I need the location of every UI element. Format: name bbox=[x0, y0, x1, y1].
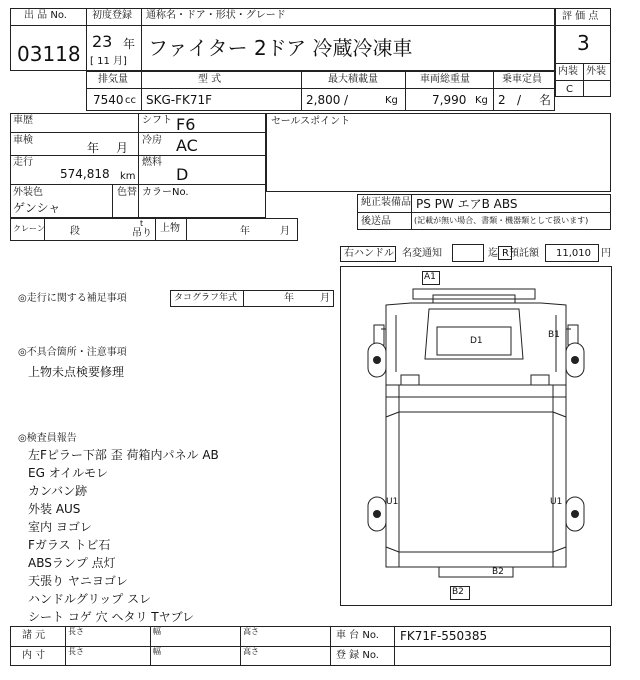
displacement-value: 7540 bbox=[93, 93, 124, 107]
equipment-label: 純正装備品 bbox=[361, 197, 411, 208]
tacho-label: タコグラフ年式 bbox=[174, 293, 238, 303]
length-label-2: 長さ bbox=[68, 647, 84, 656]
defects-label: ◎不具合箇所・注意事項 bbox=[18, 347, 127, 358]
max-load-kg: Kg bbox=[385, 95, 398, 106]
vehicle-title: ファイター 2ドア 冷蔵冷凍車 bbox=[148, 36, 413, 60]
ac-value: AC bbox=[176, 136, 198, 155]
inspector-line: 天張り ヤニヨゴレ bbox=[28, 574, 128, 588]
gross-weight-unit: Kg bbox=[475, 95, 488, 106]
width-label-2: 幅 bbox=[153, 647, 161, 656]
inspection-label: 車検 bbox=[13, 135, 33, 146]
crane-ton: t bbox=[140, 219, 144, 228]
reg-year-unit: 年 bbox=[123, 37, 136, 51]
name-change-label: 名変通知 bbox=[402, 248, 442, 259]
name-change-box bbox=[452, 244, 484, 262]
truck-outline-svg bbox=[341, 267, 613, 607]
shift-value: F6 bbox=[176, 115, 196, 134]
chassis-label: 車 台 No. bbox=[336, 630, 379, 641]
right-hand-label: 右ハンドル bbox=[344, 248, 394, 259]
exterior-grade: C bbox=[566, 84, 573, 95]
fuel-value: D bbox=[176, 165, 189, 184]
inspector-line: シート コゲ 穴 ヘタリ Tヤブレ bbox=[28, 610, 195, 624]
inspector-line: 左Fピラー下部 歪 荷箱内パネル AB bbox=[28, 448, 219, 462]
defects-value: 上物未点検要修理 bbox=[28, 365, 125, 379]
r-tax-unit: 円 bbox=[601, 248, 611, 259]
lot-label: 出 品 No. bbox=[24, 10, 67, 21]
height-label-2: 高さ bbox=[243, 647, 259, 656]
r-tax-value: 11,010 bbox=[556, 248, 591, 259]
body-year: 年 bbox=[240, 226, 250, 237]
body-month: 月 bbox=[280, 226, 290, 237]
length-label: 長さ bbox=[68, 627, 84, 636]
history-label: 車歴 bbox=[13, 115, 33, 126]
mark-b2-box-label: B2 bbox=[452, 587, 464, 597]
reg-no-label: 登 録 No. bbox=[336, 650, 379, 661]
r-tax-label: R預託額 bbox=[502, 248, 539, 259]
grade-value: 3 bbox=[577, 31, 590, 55]
grade-label: 評 価 点 bbox=[562, 11, 599, 22]
shift-label: シフト bbox=[142, 115, 172, 126]
lot-number: 03118 bbox=[17, 42, 81, 66]
mileage-value: 574,818 bbox=[60, 167, 110, 181]
capacity-label: 乗車定員 bbox=[502, 74, 542, 85]
sales-point-label: セールスポイント bbox=[271, 116, 351, 127]
inspector-line: EG オイルモレ bbox=[28, 466, 109, 480]
dims-label: 諸 元 bbox=[22, 630, 46, 641]
max-load-value: 2,800 bbox=[306, 93, 341, 107]
aftermarket-note: (記載が無い場合、書類・機器類として扱います) bbox=[414, 216, 589, 225]
displacement-label: 排気量 bbox=[98, 74, 128, 85]
inspector-line: Fガラス トビ石 bbox=[28, 538, 111, 552]
exterior-label: 外装 bbox=[586, 66, 606, 77]
crane-label: クレーン bbox=[13, 224, 45, 233]
inner-label: 内 寸 bbox=[22, 650, 46, 661]
gross-weight-label: 車両総重量 bbox=[420, 74, 470, 85]
reg-month: [ 11 月] bbox=[90, 56, 127, 67]
equipment-value: PS PW エアB ABS bbox=[416, 197, 518, 211]
height-label: 高さ bbox=[243, 627, 259, 636]
model-header-label: 通称名・ドア・形状・グレード bbox=[146, 10, 286, 21]
mark-u1-right: U1 bbox=[550, 497, 563, 507]
capacity-value: 2 bbox=[498, 93, 506, 107]
driving-notes-label: ◎走行に関する補足事項 bbox=[18, 293, 127, 304]
inspector-line: ABSランプ 点灯 bbox=[28, 556, 116, 570]
inspector-line: カンバン跡 bbox=[28, 484, 88, 498]
mark-b1: B1 bbox=[548, 330, 560, 340]
chassis-value: FK71F-550385 bbox=[400, 629, 488, 643]
capacity-slash: / bbox=[517, 93, 522, 107]
meter-swap-label: 迄 bbox=[488, 248, 498, 259]
crane-stage: 段 bbox=[70, 226, 80, 237]
max-load-slash: / bbox=[344, 93, 349, 107]
inspector-label: ◎検査員報告 bbox=[18, 433, 77, 444]
color-value: ゲンシャ bbox=[13, 201, 61, 215]
mark-b2: B2 bbox=[492, 567, 504, 577]
crane-box bbox=[10, 218, 298, 241]
vehicle-diagram bbox=[340, 266, 612, 606]
color-label: 外装色 bbox=[13, 187, 43, 198]
model-code-value: SKG-FK71F bbox=[146, 93, 213, 107]
inspection-year: 年 bbox=[87, 141, 100, 155]
inspector-line: ハンドルグリップ スレ bbox=[28, 592, 152, 606]
displacement-unit: cc bbox=[125, 95, 136, 106]
first-reg-label: 初度登録 bbox=[92, 10, 132, 21]
inspector-line: 室内 ヨゴレ bbox=[28, 520, 92, 534]
gross-weight-value: 7,990 bbox=[432, 93, 467, 107]
model-code-label: 型 式 bbox=[198, 74, 222, 85]
tacho-month: 月 bbox=[320, 293, 330, 304]
mark-d1: D1 bbox=[470, 336, 483, 346]
mark-a1: A1 bbox=[424, 272, 436, 282]
aftermarket-label: 後送品 bbox=[361, 216, 391, 227]
crane-hang: 吊り bbox=[132, 228, 152, 239]
width-label: 幅 bbox=[153, 627, 161, 636]
inspection-month: 月 bbox=[116, 141, 129, 155]
mileage-unit: km bbox=[120, 171, 136, 182]
interior-label: 内装 bbox=[558, 66, 578, 77]
color-change-label: 色替 bbox=[117, 187, 137, 198]
capacity-unit: 名 bbox=[539, 93, 552, 107]
fuel-label: 燃料 bbox=[142, 157, 162, 168]
reg-year: 23 bbox=[92, 32, 113, 51]
tacho-year: 年 bbox=[284, 293, 294, 304]
mileage-label: 走行 bbox=[13, 157, 33, 168]
mark-u1-left: U1 bbox=[386, 497, 399, 507]
color-no-label: カラーNo. bbox=[142, 187, 189, 198]
inspector-line: 外装 AUS bbox=[28, 502, 81, 516]
max-load-label: 最大積載量 bbox=[328, 74, 378, 85]
ac-label: 冷房 bbox=[142, 135, 162, 146]
body-label: 上物 bbox=[160, 223, 180, 234]
